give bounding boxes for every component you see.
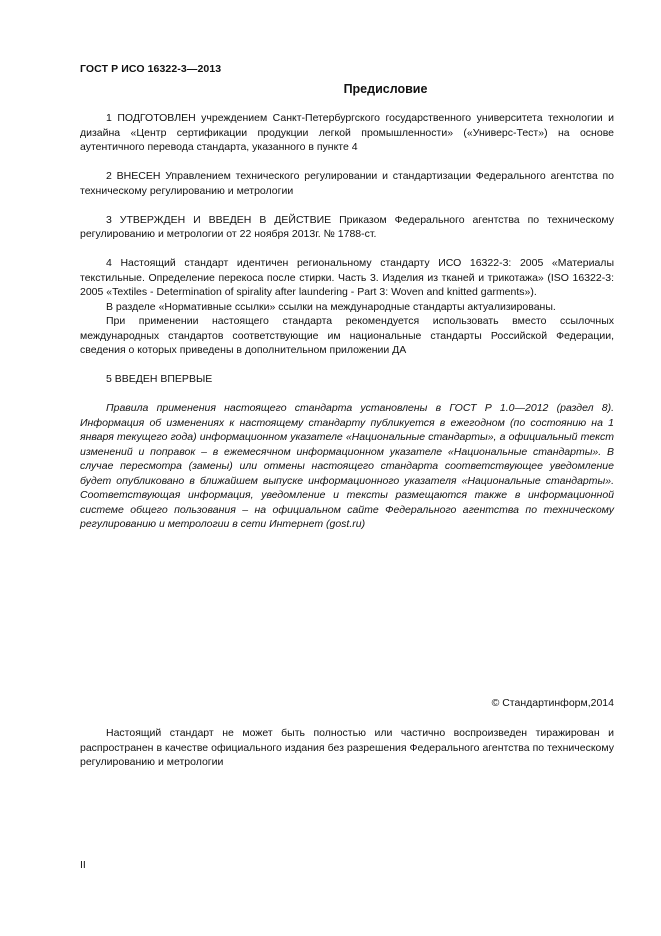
reproduction-notice-text: Настоящий стандарт не может быть полностью или частично воспроизведен тиражирован и распространен в качестве официального издания без разрешения Федерального агентства по техническому регулированию и метрологии [80,727,614,768]
paragraph-first-introduced: 5 ВВЕДЕН ВПЕРВЫЕ [106,373,213,385]
paragraph-normative-references: В разделе «Нормативные ссылки» ссылки на международные стандарты актуализированы. [106,300,556,313]
paragraph-prepared: 1 ПОДГОТОВЛЕН учреждением Санкт-Петербургского государственного университета технологии и дизайна «Центр сертификации продукции легкой промышленности» («Универс-Тест») на основе аутентичного перевода стандарта, указанного в пункте 4 [80,112,614,153]
page-title: Предисловие [343,82,428,96]
document-code: ГОСТ Р ИСО 16322-3—2013 [80,63,222,75]
application-rules-notice: Правила применения настоящего стандарта установлены в ГОСТ Р 1.0—2012 (раздел 8). Информация об изменениях к настоящему стандарту публикуется в ежегодном (по состоянию на 1 января текущего года) информационном указателе «Национальные стандарты», а официальный текст изменений и поправок – в ежемесячном информационном указателе «Национальные стандарты». В случае пересмотра (замены) или отмены настоящего стандарта соответствующее уведомление будет опубликовано в ближайшем выпуске информационного указателя «Национальные стандарты». Соответствующая информация, уведомление и тексты размещаются также в информационной системе общего пользования – на официальном сайте Федерального агентства по техническому регулированию и метрологии в сети Интернет (gost.ru) [80,402,614,530]
preface-body [80,111,614,532]
copyright-line: © Стандартинформ,2014 [491,697,614,709]
page-number: II [80,859,86,871]
paragraph-submitted: 2 ВНЕСЕН Управлением технического регулировании и стандартизации Федерального агентства по техническому регулированию и метрологии [80,170,614,197]
paragraph-identical-standard: 4 Настоящий стандарт идентичен региональному стандарту ИСО 16322-3: 2005 «Материалы текстильные. Определение перекоса после стирки. Часть 3. Изделия из тканей и трикотажа» (ISO 16322-3: 2005 «Textiles - Determination of spirality after laundering - Part 3: Woven and knitted garments»). [80,257,614,298]
reproduction-notice [80,726,614,770]
paragraph-approved: 3 УТВЕРЖДЕН И ВВЕДЕН В ДЕЙСТВИЕ Приказом Федерального агентства по техническому регулированию и метрологии от 22 ноября 2013г. № 1788-ст. [80,213,614,240]
paragraph-national-standards: При применении настоящего стандарта рекомендуется использовать вместо ссылочных международных стандартов соответствующие им национальные стандарты Российской Федерации, сведения о которых приведены в дополнительном приложении ДА [80,315,614,356]
